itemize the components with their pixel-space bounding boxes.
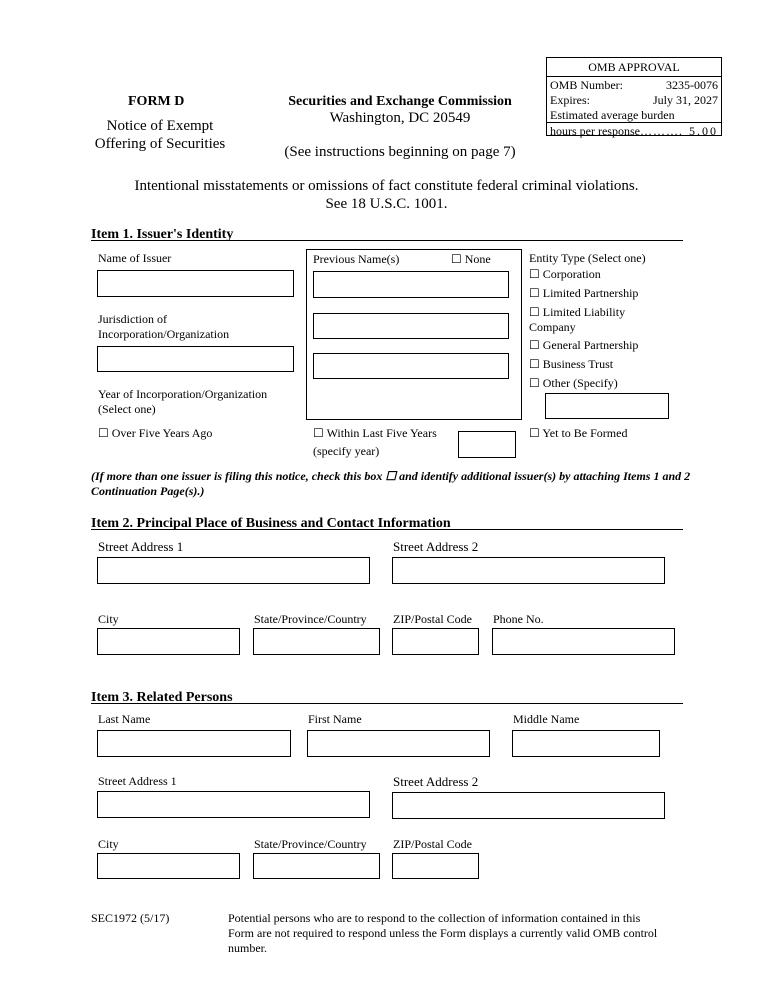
checkbox-icon[interactable]: ☐ [529, 376, 540, 390]
item2-state-input[interactable] [253, 628, 380, 655]
last-name-input[interactable] [97, 730, 291, 757]
previous-name-input-3[interactable] [313, 353, 509, 379]
name-of-issuer-input[interactable] [97, 270, 294, 297]
omb-hours-label [550, 124, 683, 138]
omb-notice-line-3: number. [228, 941, 267, 955]
form-subtitle [80, 117, 240, 153]
omb-number-label: OMB Number: [550, 78, 623, 92]
middle-name-input[interactable] [512, 730, 660, 757]
item3-state-input[interactable] [253, 853, 380, 879]
form-title: FORM D [128, 94, 185, 109]
omb-hours-row [547, 124, 721, 138]
name-of-issuer-label: Name of Issuer [98, 251, 172, 265]
previous-names-label: Previous Name(s) [313, 252, 400, 266]
omb-expires-row [547, 93, 721, 107]
item2-street2-label: Street Address 2 [393, 539, 479, 554]
previous-name-input-1[interactable] [313, 271, 509, 298]
entity-general-partnership-label: General Partnership [542, 338, 639, 352]
item2-street1-input[interactable] [97, 557, 370, 584]
omb-notice [228, 911, 698, 956]
first-name-input[interactable] [307, 730, 490, 757]
omb-expires-value: July 31, 2027 [652, 93, 718, 107]
entity-business-trust-label: Business Trust [542, 357, 614, 371]
within-five-years-label: Within Last Five Years [326, 426, 437, 440]
entity-limited-partnership-label: Limited Partnership [542, 286, 639, 300]
criminal-warning-line-1: Intentional misstatements or omissions of fact constitute federal criminal violations. [134, 178, 639, 194]
entity-llc-label-line-1: Limited Liability [542, 305, 626, 319]
item2-zip-input[interactable] [392, 628, 479, 655]
item3-street2-input[interactable] [392, 792, 665, 819]
checkbox-icon[interactable]: ☐ [529, 338, 540, 352]
item2-zip-label: ZIP/Postal Code [393, 612, 473, 626]
previous-name-input-2[interactable] [313, 313, 509, 339]
item3-street1-label: Street Address 1 [98, 774, 177, 788]
last-name-label: Last Name [98, 712, 151, 726]
omb-hours-value: 5.00 [689, 124, 718, 138]
over-five-years-option[interactable] [98, 426, 212, 441]
item3-heading: Item 3. Related Persons [91, 690, 233, 705]
none-label: None [464, 252, 491, 266]
agency-address: Washington, DC 20549 [329, 110, 471, 126]
middle-name-label: Middle Name [513, 712, 580, 726]
jurisdiction-label [98, 312, 229, 342]
within-five-years-option[interactable] [313, 426, 437, 459]
item3-street1-input[interactable] [97, 791, 370, 818]
entity-llc-label-line-2: Company [529, 320, 576, 334]
item2-phone-label: Phone No. [493, 612, 544, 626]
none-option[interactable] [451, 252, 491, 267]
yet-to-be-formed-label: Yet to Be Formed [542, 426, 628, 440]
item2-heading: Item 2. Principal Place of Business and Contact Information [91, 516, 451, 531]
jurisdiction-input[interactable] [97, 346, 294, 372]
form-subtitle-line-2: Offering of Securities [94, 136, 226, 152]
omb-notice-line-1: Potential persons who are to respond to the collection of information contained in this [228, 911, 641, 925]
item3-street2-label: Street Address 2 [393, 774, 479, 789]
checkbox-icon[interactable]: ☐ [529, 357, 540, 371]
yet-to-be-formed-option[interactable] [529, 426, 627, 441]
item1-heading: Item 1. Issuer's Identity [91, 227, 234, 242]
item2-city-input[interactable] [97, 628, 240, 655]
checkbox-icon[interactable]: ☐ [529, 286, 540, 300]
entity-llc-option[interactable] [529, 305, 625, 335]
criminal-warning [90, 177, 683, 213]
entity-limited-partnership-option[interactable] [529, 286, 638, 301]
item3-state-label: State/Province/Country [254, 837, 367, 851]
omb-number-row [547, 78, 721, 92]
checkbox-icon[interactable]: ☐ [529, 267, 540, 281]
instructions-note: (See instructions beginning on page 7) [284, 144, 516, 160]
omb-burden-row [547, 108, 721, 123]
omb-hours-dots: ………. [639, 124, 683, 138]
item1-rule [91, 240, 683, 241]
omb-number-value: 3235-0076 [666, 78, 718, 92]
omb-notice-line-2: Form are not required to respond unless the Form displays a currently valid OMB control [228, 926, 658, 940]
form-subtitle-line-1: Notice of Exempt [106, 118, 214, 134]
item2-city-label: City [98, 612, 119, 626]
item3-zip-label: ZIP/Postal Code [393, 837, 473, 851]
specify-year-label: (specify year) [313, 444, 380, 458]
jurisdiction-label-line-1: Jurisdiction of [98, 312, 167, 326]
first-name-label: First Name [308, 712, 362, 726]
omb-expires-label: Expires: [550, 93, 590, 107]
entity-corporation-option[interactable] [529, 267, 601, 282]
checkbox-icon[interactable]: ☐ [529, 426, 540, 440]
year-of-incorporation-label [98, 387, 267, 417]
item2-rule [91, 529, 683, 530]
item2-street2-input[interactable] [392, 557, 665, 584]
entity-other-option[interactable] [529, 376, 618, 391]
jurisdiction-label-line-2: Incorporation/Organization [98, 327, 230, 341]
item3-city-label: City [98, 837, 119, 851]
item3-rule [91, 703, 683, 704]
year-label-line-1: Year of Incorporation/Organization [98, 387, 268, 401]
item2-street1-label: Street Address 1 [98, 539, 184, 554]
omb-burden-label: Estimated average burden [550, 108, 675, 122]
over-five-years-label: Over Five Years Ago [111, 426, 213, 440]
multi-issuer-note: (If more than one issuer is filing this notice, check this box ☐ and identify additional issuer(s) by attaching Items 1 and 2 Continuation Page(s).) [91, 469, 691, 498]
year-label-line-2: (Select one) [98, 402, 156, 416]
entity-business-trust-option[interactable] [529, 357, 613, 372]
checkbox-icon[interactable]: ☐ [98, 426, 109, 440]
entity-type-label: Entity Type (Select one) [529, 251, 646, 265]
item2-phone-input[interactable] [492, 628, 675, 655]
checkbox-icon[interactable]: ☐ [529, 305, 540, 319]
item3-zip-input[interactable] [392, 853, 479, 879]
entity-other-specify-input[interactable] [545, 393, 669, 419]
criminal-warning-line-2: See 18 U.S.C. 1001. [325, 196, 448, 212]
item2-state-label: State/Province/Country [254, 612, 367, 626]
entity-corporation-label: Corporation [542, 267, 601, 281]
agency-name: Securities and Exchange Commission [288, 94, 512, 109]
checkbox-icon[interactable]: ☐ [451, 252, 462, 266]
checkbox-icon[interactable]: ☐ [313, 426, 324, 440]
item3-city-input[interactable] [97, 853, 240, 879]
omb-approval-title: OMB APPROVAL [547, 58, 721, 77]
specify-year-input[interactable] [458, 431, 516, 458]
form-code: SEC1972 (5/17) [91, 911, 170, 925]
entity-general-partnership-option[interactable] [529, 338, 638, 353]
omb-approval-box [546, 57, 722, 136]
entity-other-label: Other (Specify) [542, 376, 618, 390]
omb-hours-text: hours per response [550, 124, 640, 138]
